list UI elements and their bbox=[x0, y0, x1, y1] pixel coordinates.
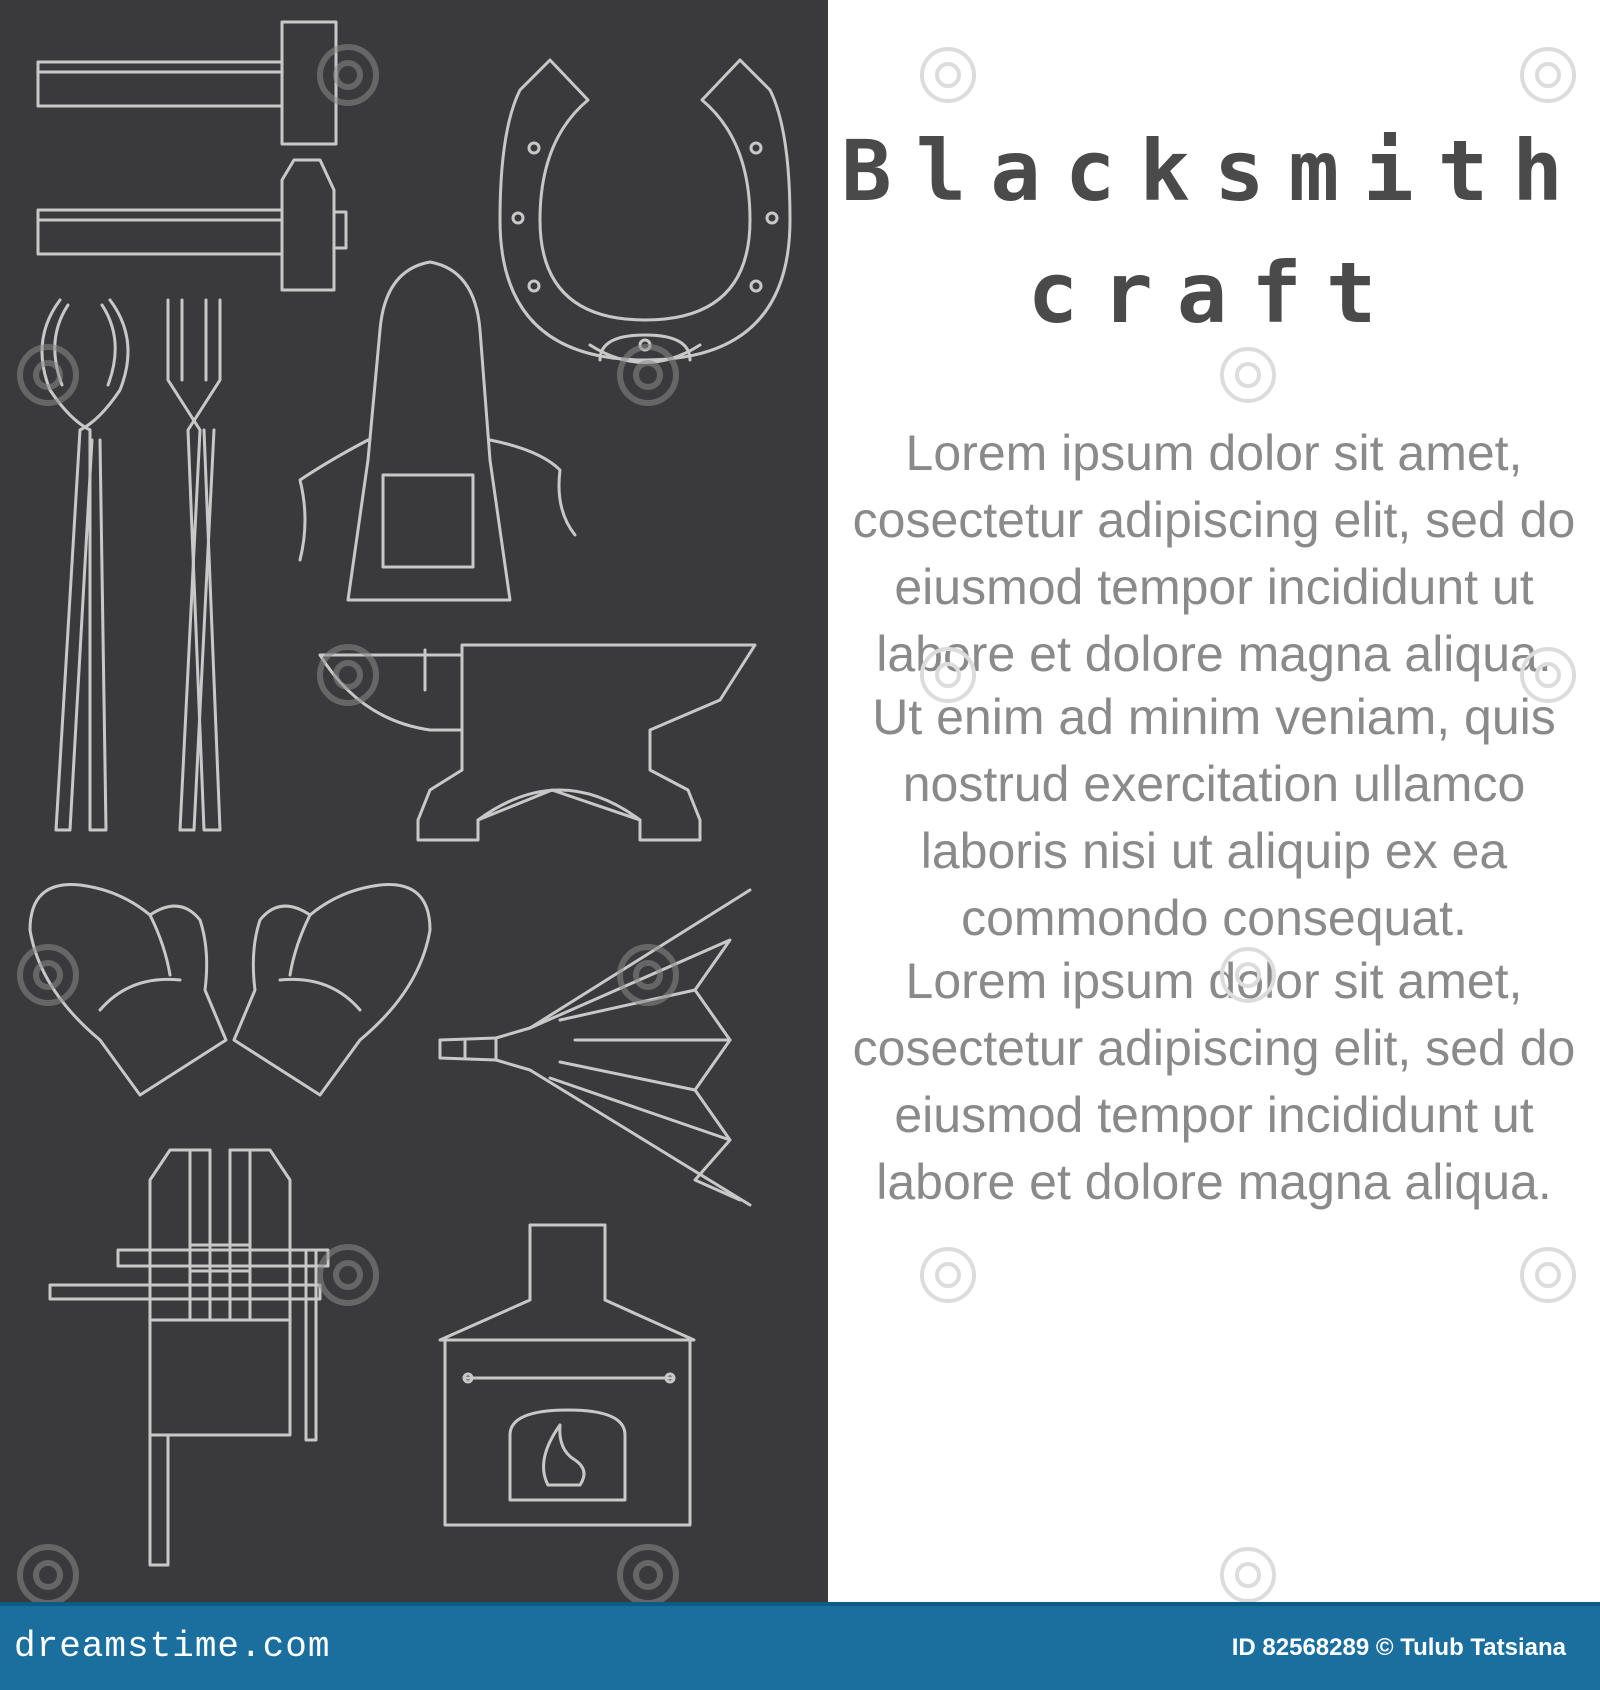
watermark-icon bbox=[20, 47, 676, 1602]
tongs-icon bbox=[168, 300, 220, 830]
footer-logo[interactable]: dreamstime.com bbox=[14, 1626, 331, 1667]
vise-icon bbox=[50, 1150, 328, 1565]
anvil-icon bbox=[320, 645, 755, 840]
paragraph: Ut enim ad minim veniam, quis nostrud exercitation ullamco laboris nisi ut aliquip ex ea commondo consequat. bbox=[872, 689, 1556, 946]
footer-bar bbox=[0, 1602, 1600, 1690]
sledgehammer-icon bbox=[38, 22, 336, 144]
horseshoe-icon bbox=[500, 60, 790, 363]
forge-icon bbox=[440, 1225, 694, 1525]
icon-panel bbox=[0, 0, 828, 1602]
apron-icon bbox=[300, 262, 575, 600]
mittens-icon bbox=[30, 885, 430, 1095]
paragraph: Lorem ipsum dolor sit amet, cosectetur adipiscing elit, sed do eiusmod tempor incididunt ut labore et dolore magna aliqua. bbox=[852, 425, 1576, 682]
image-credit: ID 82568289 © Tulub Tatsiana bbox=[1231, 1634, 1566, 1661]
hammer-icon bbox=[38, 160, 346, 290]
title-line-2: craft bbox=[1027, 244, 1401, 342]
paragraph: Lorem ipsum dolor sit amet, cosectetur adipiscing elit, sed do eiusmod tempor incididunt ut labore et dolore magna aliqua. bbox=[852, 953, 1576, 1210]
watermark-icon bbox=[828, 0, 1600, 1602]
title-line-1: Blacksmith bbox=[841, 122, 1587, 220]
bellows-icon bbox=[440, 890, 750, 1205]
tongs-icon bbox=[42, 300, 128, 830]
